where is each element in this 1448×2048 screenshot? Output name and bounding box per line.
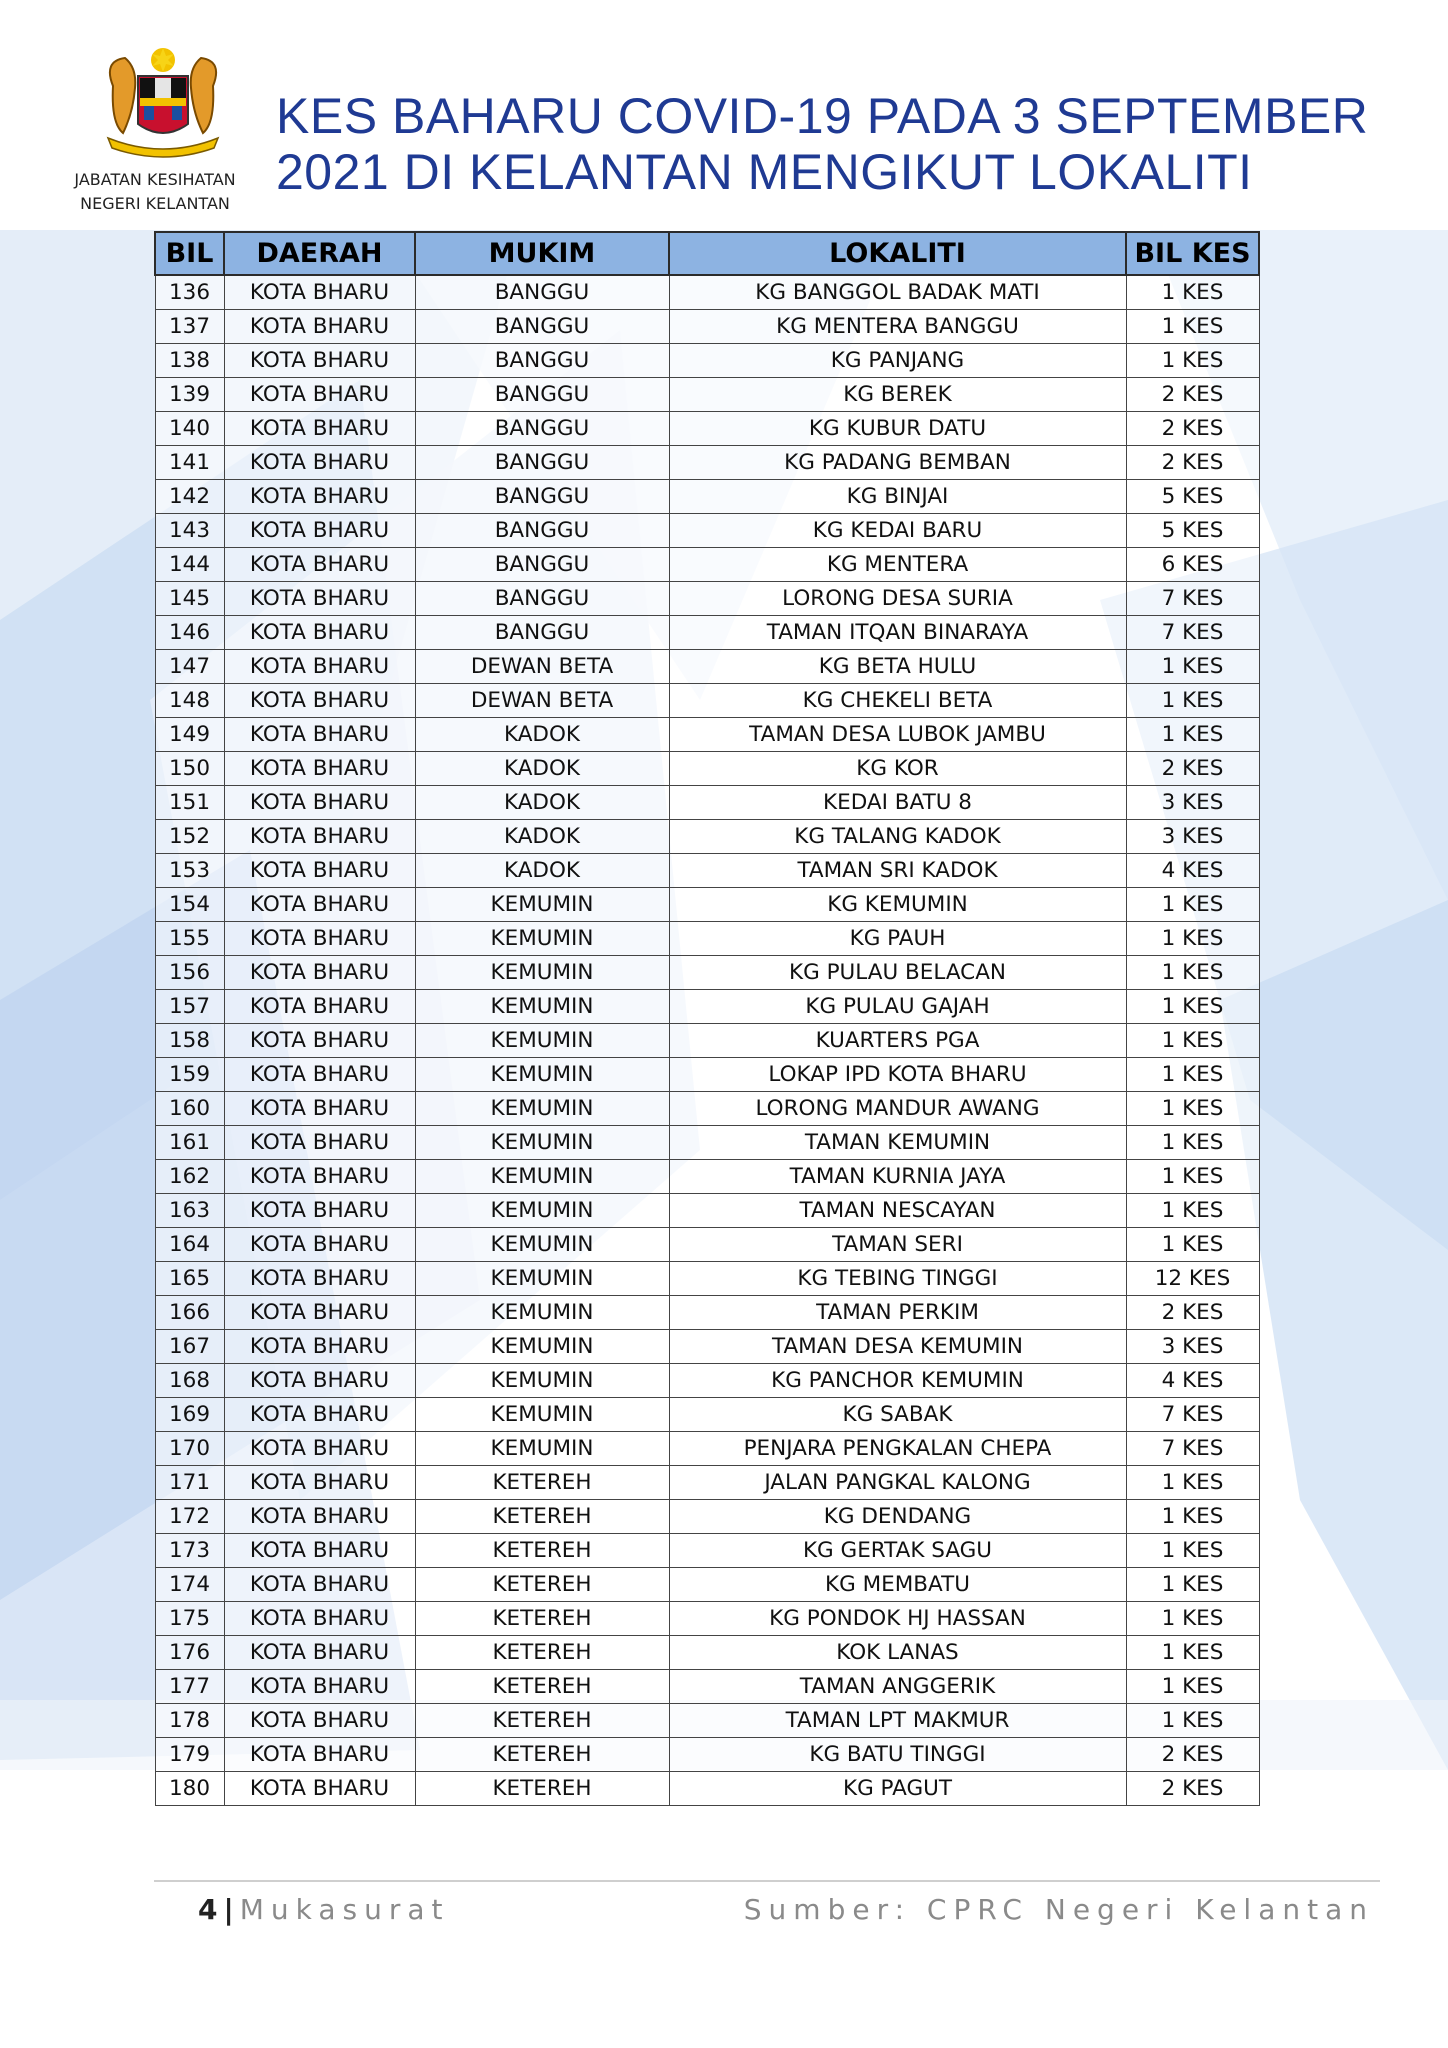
cell-mukim: BANGGU	[415, 514, 669, 548]
cell-lokaliti: TAMAN ANGGERIK	[669, 1670, 1126, 1704]
column-header-mukim: MUKIM	[415, 232, 669, 275]
cell-daerah: KOTA BHARU	[224, 344, 415, 378]
cell-lokaliti: LORONG DESA SURIA	[669, 582, 1126, 616]
cell-mukim: BANGGU	[415, 378, 669, 412]
cell-lokaliti: TAMAN LPT MAKMUR	[669, 1704, 1126, 1738]
cell-daerah: KOTA BHARU	[224, 412, 415, 446]
cell-daerah: KOTA BHARU	[224, 888, 415, 922]
cell-daerah: KOTA BHARU	[224, 1092, 415, 1126]
cell-daerah: KOTA BHARU	[224, 1296, 415, 1330]
table-row	[155, 1160, 1259, 1194]
cell-bil-kes: 1 KES	[1126, 1534, 1259, 1568]
cell-mukim: DEWAN BETA	[415, 684, 669, 718]
cell-mukim: KEMUMIN	[415, 1126, 669, 1160]
cell-lokaliti: KOK LANAS	[669, 1636, 1126, 1670]
cell-bil: 173	[155, 1534, 224, 1568]
cell-daerah: KOTA BHARU	[224, 514, 415, 548]
cell-bil-kes: 2 KES	[1126, 1296, 1259, 1330]
cell-daerah: KOTA BHARU	[224, 582, 415, 616]
cell-lokaliti: KG MEMBATU	[669, 1568, 1126, 1602]
cell-lokaliti: KG MENTERA BANGGU	[669, 310, 1126, 344]
cell-bil: 166	[155, 1296, 224, 1330]
cell-bil: 170	[155, 1432, 224, 1466]
page-label: Mukasurat	[239, 1893, 450, 1926]
cell-bil-kes: 1 KES	[1126, 922, 1259, 956]
table-row	[155, 1194, 1259, 1228]
column-header-bil-kes: BIL KES	[1126, 232, 1259, 275]
table-row	[155, 1534, 1259, 1568]
cell-bil-kes: 5 KES	[1126, 480, 1259, 514]
cell-lokaliti: PENJARA PENGKALAN CHEPA	[669, 1432, 1126, 1466]
table-row	[155, 922, 1259, 956]
cell-daerah: KOTA BHARU	[224, 786, 415, 820]
cell-daerah: KOTA BHARU	[224, 1738, 415, 1772]
cell-daerah: KOTA BHARU	[224, 275, 415, 310]
table-row	[155, 1228, 1259, 1262]
cell-lokaliti: KG PANJANG	[669, 344, 1126, 378]
cell-lokaliti: JALAN PANGKAL KALONG	[669, 1466, 1126, 1500]
cell-mukim: KEMUMIN	[415, 1262, 669, 1296]
table-row	[155, 378, 1259, 412]
cell-mukim: KETEREH	[415, 1534, 669, 1568]
cell-daerah: KOTA BHARU	[224, 1126, 415, 1160]
cell-bil: 151	[155, 786, 224, 820]
cell-mukim: KEMUMIN	[415, 1024, 669, 1058]
cell-lokaliti: KG TALANG KADOK	[669, 820, 1126, 854]
cell-lokaliti: KG PONDOK HJ HASSAN	[669, 1602, 1126, 1636]
cell-lokaliti: KG PAUH	[669, 922, 1126, 956]
cell-mukim: BANGGU	[415, 344, 669, 378]
cell-lokaliti: KG PAGUT	[669, 1772, 1126, 1806]
column-header-daerah: DAERAH	[224, 232, 415, 275]
cell-bil: 150	[155, 752, 224, 786]
cell-bil: 154	[155, 888, 224, 922]
cell-mukim: KEMUMIN	[415, 1330, 669, 1364]
table-row	[155, 1126, 1259, 1160]
cell-lokaliti: KG TEBING TINGGI	[669, 1262, 1126, 1296]
table-row	[155, 616, 1259, 650]
cell-bil: 147	[155, 650, 224, 684]
cell-daerah: KOTA BHARU	[224, 378, 415, 412]
table-row	[155, 752, 1259, 786]
table-row	[155, 1432, 1259, 1466]
cell-bil: 179	[155, 1738, 224, 1772]
table-row	[155, 650, 1259, 684]
cell-bil: 161	[155, 1126, 224, 1160]
table-row	[155, 684, 1259, 718]
cell-daerah: KOTA BHARU	[224, 1364, 415, 1398]
cell-bil: 140	[155, 412, 224, 446]
cell-bil: 141	[155, 446, 224, 480]
cell-daerah: KOTA BHARU	[224, 1024, 415, 1058]
table-row	[155, 1568, 1259, 1602]
cell-bil-kes: 2 KES	[1126, 752, 1259, 786]
cell-bil: 176	[155, 1636, 224, 1670]
cell-daerah: KOTA BHARU	[224, 1500, 415, 1534]
cell-mukim: DEWAN BETA	[415, 650, 669, 684]
table-row	[155, 1364, 1259, 1398]
cell-bil: 145	[155, 582, 224, 616]
cell-lokaliti: TAMAN NESCAYAN	[669, 1194, 1126, 1228]
cell-mukim: BANGGU	[415, 275, 669, 310]
cell-daerah: KOTA BHARU	[224, 1670, 415, 1704]
cell-mukim: KETEREH	[415, 1636, 669, 1670]
cell-bil-kes: 5 KES	[1126, 514, 1259, 548]
agency-name	[40, 168, 270, 216]
table-row	[155, 1262, 1259, 1296]
cell-daerah: KOTA BHARU	[224, 1398, 415, 1432]
table-row	[155, 786, 1259, 820]
cell-bil-kes: 6 KES	[1126, 548, 1259, 582]
cell-bil: 144	[155, 548, 224, 582]
table-row	[155, 1670, 1259, 1704]
table-row	[155, 820, 1259, 854]
cell-lokaliti: KG KEMUMIN	[669, 888, 1126, 922]
cell-lokaliti: KG PULAU BELACAN	[669, 956, 1126, 990]
cell-daerah: KOTA BHARU	[224, 718, 415, 752]
cell-mukim: KEMUMIN	[415, 1058, 669, 1092]
cell-lokaliti: KG BATU TINGGI	[669, 1738, 1126, 1772]
cell-bil: 169	[155, 1398, 224, 1432]
cell-bil-kes: 1 KES	[1126, 718, 1259, 752]
cell-bil-kes: 1 KES	[1126, 1670, 1259, 1704]
cell-mukim: KETEREH	[415, 1568, 669, 1602]
cell-bil-kes: 3 KES	[1126, 820, 1259, 854]
cell-bil: 136	[155, 275, 224, 310]
table-row	[155, 1330, 1259, 1364]
cell-bil-kes: 1 KES	[1126, 888, 1259, 922]
cell-bil-kes: 1 KES	[1126, 1126, 1259, 1160]
cell-daerah: KOTA BHARU	[224, 1262, 415, 1296]
cell-daerah: KOTA BHARU	[224, 752, 415, 786]
table-row	[155, 1058, 1259, 1092]
cell-bil: 143	[155, 514, 224, 548]
cell-bil: 163	[155, 1194, 224, 1228]
cell-bil-kes: 1 KES	[1126, 1058, 1259, 1092]
cell-lokaliti: KG PULAU GAJAH	[669, 990, 1126, 1024]
cell-lokaliti: KG SABAK	[669, 1398, 1126, 1432]
cell-mukim: BANGGU	[415, 480, 669, 514]
cell-mukim: KEMUMIN	[415, 1160, 669, 1194]
cell-bil: 172	[155, 1500, 224, 1534]
cell-lokaliti: KEDAI BATU 8	[669, 786, 1126, 820]
cell-mukim: KEMUMIN	[415, 888, 669, 922]
cell-lokaliti: KG KUBUR DATU	[669, 412, 1126, 446]
cell-bil: 139	[155, 378, 224, 412]
cell-daerah: KOTA BHARU	[224, 1704, 415, 1738]
cell-bil-kes: 1 KES	[1126, 1636, 1259, 1670]
cell-bil-kes: 7 KES	[1126, 582, 1259, 616]
cell-mukim: BANGGU	[415, 582, 669, 616]
cell-bil-kes: 1 KES	[1126, 344, 1259, 378]
cell-lokaliti: KG PADANG BEMBAN	[669, 446, 1126, 480]
cell-bil-kes: 3 KES	[1126, 786, 1259, 820]
table-row	[155, 956, 1259, 990]
cell-daerah: KOTA BHARU	[224, 1194, 415, 1228]
cell-bil-kes: 2 KES	[1126, 446, 1259, 480]
cell-daerah: KOTA BHARU	[224, 1330, 415, 1364]
cell-daerah: KOTA BHARU	[224, 1466, 415, 1500]
cell-bil: 146	[155, 616, 224, 650]
cell-mukim: KEMUMIN	[415, 1228, 669, 1262]
table-row	[155, 514, 1259, 548]
table-row	[155, 1602, 1259, 1636]
cell-daerah: KOTA BHARU	[224, 956, 415, 990]
cases-table	[154, 231, 1260, 1806]
cell-bil: 162	[155, 1160, 224, 1194]
cell-daerah: KOTA BHARU	[224, 1432, 415, 1466]
table-row	[155, 548, 1259, 582]
cell-bil: 138	[155, 344, 224, 378]
cell-bil: 137	[155, 310, 224, 344]
table-row	[155, 310, 1259, 344]
cell-bil: 164	[155, 1228, 224, 1262]
cell-daerah: KOTA BHARU	[224, 684, 415, 718]
cell-lokaliti: KG KOR	[669, 752, 1126, 786]
cell-lokaliti: KUARTERS PGA	[669, 1024, 1126, 1058]
cell-bil-kes: 7 KES	[1126, 616, 1259, 650]
cell-bil-kes: 2 KES	[1126, 378, 1259, 412]
cell-bil: 158	[155, 1024, 224, 1058]
cell-lokaliti: TAMAN DESA LUBOK JAMBU	[669, 718, 1126, 752]
cell-bil: 175	[155, 1602, 224, 1636]
table-row	[155, 854, 1259, 888]
cell-mukim: KADOK	[415, 820, 669, 854]
table-row	[155, 1636, 1259, 1670]
table-row	[155, 1296, 1259, 1330]
cell-bil: 180	[155, 1772, 224, 1806]
cell-mukim: KEMUMIN	[415, 1398, 669, 1432]
cell-lokaliti: LOKAP IPD KOTA BHARU	[669, 1058, 1126, 1092]
page-footer	[198, 1893, 450, 1926]
cell-mukim: KETEREH	[415, 1704, 669, 1738]
cell-mukim: KEMUMIN	[415, 1092, 669, 1126]
footer-separator: |	[223, 1893, 234, 1926]
cell-lokaliti: KG BEREK	[669, 378, 1126, 412]
cell-mukim: BANGGU	[415, 412, 669, 446]
cell-mukim: KEMUMIN	[415, 1296, 669, 1330]
cell-bil: 167	[155, 1330, 224, 1364]
cell-bil: 159	[155, 1058, 224, 1092]
cell-mukim: KETEREH	[415, 1738, 669, 1772]
cell-daerah: KOTA BHARU	[224, 1160, 415, 1194]
cell-bil: 152	[155, 820, 224, 854]
cell-lokaliti: TAMAN PERKIM	[669, 1296, 1126, 1330]
cell-daerah: KOTA BHARU	[224, 922, 415, 956]
cell-mukim: KETEREH	[415, 1772, 669, 1806]
footer-divider	[154, 1880, 1380, 1882]
source-note: Sumber: CPRC Negeri Kelantan	[743, 1893, 1374, 1926]
cell-bil-kes: 1 KES	[1126, 275, 1259, 310]
cell-bil: 142	[155, 480, 224, 514]
cell-mukim: KETEREH	[415, 1466, 669, 1500]
cell-mukim: KEMUMIN	[415, 1194, 669, 1228]
table-row	[155, 582, 1259, 616]
cell-bil-kes: 2 KES	[1126, 1738, 1259, 1772]
cell-bil-kes: 1 KES	[1126, 1568, 1259, 1602]
cell-bil: 157	[155, 990, 224, 1024]
table-row	[155, 344, 1259, 378]
cell-mukim: KADOK	[415, 854, 669, 888]
cell-mukim: KETEREH	[415, 1500, 669, 1534]
agency-line-1: JABATAN KESIHATAN	[74, 170, 236, 189]
cell-bil-kes: 1 KES	[1126, 684, 1259, 718]
cell-bil-kes: 1 KES	[1126, 1704, 1259, 1738]
table-row	[155, 275, 1259, 310]
cell-bil-kes: 2 KES	[1126, 1772, 1259, 1806]
cell-daerah: KOTA BHARU	[224, 1772, 415, 1806]
cell-daerah: KOTA BHARU	[224, 1228, 415, 1262]
cell-bil: 160	[155, 1092, 224, 1126]
cell-bil-kes: 4 KES	[1126, 1364, 1259, 1398]
title-line-1: KES BAHARU COVID-19 PADA 3 SEPTEMBER	[276, 88, 1369, 144]
cell-mukim: KEMUMIN	[415, 1364, 669, 1398]
cell-bil-kes: 1 KES	[1126, 990, 1259, 1024]
cell-daerah: KOTA BHARU	[224, 1602, 415, 1636]
cell-mukim: KEMUMIN	[415, 956, 669, 990]
coat-of-arms-logo	[78, 46, 248, 164]
cell-bil-kes: 1 KES	[1126, 1228, 1259, 1262]
cell-bil-kes: 1 KES	[1126, 1466, 1259, 1500]
cell-lokaliti: KG KEDAI BARU	[669, 514, 1126, 548]
cell-lokaliti: KG BETA HULU	[669, 650, 1126, 684]
cell-bil: 156	[155, 956, 224, 990]
cell-daerah: KOTA BHARU	[224, 1058, 415, 1092]
cell-daerah: KOTA BHARU	[224, 548, 415, 582]
cell-bil-kes: 2 KES	[1126, 412, 1259, 446]
cell-lokaliti: KG BINJAI	[669, 480, 1126, 514]
cell-bil-kes: 1 KES	[1126, 310, 1259, 344]
table-header-row	[155, 232, 1259, 275]
cell-bil: 177	[155, 1670, 224, 1704]
title-line-2: 2021 DI KELANTAN MENGIKUT LOKALITI	[276, 144, 1253, 200]
cell-lokaliti: KG PANCHOR KEMUMIN	[669, 1364, 1126, 1398]
cell-bil: 153	[155, 854, 224, 888]
cell-bil-kes: 1 KES	[1126, 650, 1259, 684]
table-row	[155, 1398, 1259, 1432]
cell-daerah: KOTA BHARU	[224, 446, 415, 480]
cell-daerah: KOTA BHARU	[224, 820, 415, 854]
cell-bil-kes: 1 KES	[1126, 956, 1259, 990]
cell-bil: 171	[155, 1466, 224, 1500]
cell-lokaliti: TAMAN SRI KADOK	[669, 854, 1126, 888]
cell-daerah: KOTA BHARU	[224, 990, 415, 1024]
cell-daerah: KOTA BHARU	[224, 1636, 415, 1670]
cell-mukim: KEMUMIN	[415, 990, 669, 1024]
cell-lokaliti: TAMAN ITQAN BINARAYA	[669, 616, 1126, 650]
table-row	[155, 1738, 1259, 1772]
cell-bil: 174	[155, 1568, 224, 1602]
cell-mukim: BANGGU	[415, 310, 669, 344]
table-row	[155, 446, 1259, 480]
cell-bil-kes: 12 KES	[1126, 1262, 1259, 1296]
cell-lokaliti: KG GERTAK SAGU	[669, 1534, 1126, 1568]
cell-bil-kes: 1 KES	[1126, 1602, 1259, 1636]
table-row	[155, 1024, 1259, 1058]
cell-bil-kes: 4 KES	[1126, 854, 1259, 888]
cell-daerah: KOTA BHARU	[224, 1534, 415, 1568]
table-row	[155, 990, 1259, 1024]
cell-mukim: BANGGU	[415, 446, 669, 480]
cell-daerah: KOTA BHARU	[224, 480, 415, 514]
cell-mukim: KETEREH	[415, 1670, 669, 1704]
cell-bil-kes: 1 KES	[1126, 1160, 1259, 1194]
cell-lokaliti: TAMAN DESA KEMUMIN	[669, 1330, 1126, 1364]
cell-bil-kes: 1 KES	[1126, 1500, 1259, 1534]
cell-lokaliti: TAMAN KURNIA JAYA	[669, 1160, 1126, 1194]
table-row	[155, 718, 1259, 752]
page-title	[276, 88, 1396, 200]
column-header-lokaliti: LOKALITI	[669, 232, 1126, 275]
cell-mukim: KADOK	[415, 786, 669, 820]
cell-daerah: KOTA BHARU	[224, 1568, 415, 1602]
cell-lokaliti: KG CHEKELI BETA	[669, 684, 1126, 718]
cell-bil-kes: 7 KES	[1126, 1398, 1259, 1432]
table-row	[155, 1092, 1259, 1126]
agency-line-2: NEGERI KELANTAN	[80, 194, 230, 213]
cell-mukim: BANGGU	[415, 548, 669, 582]
cell-mukim: KETEREH	[415, 1602, 669, 1636]
cell-lokaliti: KG BANGGOL BADAK MATI	[669, 275, 1126, 310]
cell-bil-kes: 1 KES	[1126, 1024, 1259, 1058]
cell-bil-kes: 3 KES	[1126, 1330, 1259, 1364]
cell-mukim: KADOK	[415, 718, 669, 752]
cell-bil: 149	[155, 718, 224, 752]
cell-bil-kes: 1 KES	[1126, 1092, 1259, 1126]
cell-daerah: KOTA BHARU	[224, 650, 415, 684]
cell-bil: 148	[155, 684, 224, 718]
cell-lokaliti: KG DENDANG	[669, 1500, 1126, 1534]
cell-bil: 155	[155, 922, 224, 956]
cell-lokaliti: LORONG MANDUR AWANG	[669, 1092, 1126, 1126]
table-row	[155, 480, 1259, 514]
cell-lokaliti: KG MENTERA	[669, 548, 1126, 582]
cell-mukim: KEMUMIN	[415, 922, 669, 956]
table-row	[155, 1772, 1259, 1806]
table-row	[155, 888, 1259, 922]
cell-daerah: KOTA BHARU	[224, 616, 415, 650]
cell-bil: 168	[155, 1364, 224, 1398]
cell-mukim: KEMUMIN	[415, 1432, 669, 1466]
cell-lokaliti: TAMAN KEMUMIN	[669, 1126, 1126, 1160]
table-row	[155, 412, 1259, 446]
cell-bil-kes: 7 KES	[1126, 1432, 1259, 1466]
cell-daerah: KOTA BHARU	[224, 310, 415, 344]
cell-bil-kes: 1 KES	[1126, 1194, 1259, 1228]
cell-daerah: KOTA BHARU	[224, 854, 415, 888]
table-row	[155, 1466, 1259, 1500]
table-row	[155, 1704, 1259, 1738]
table-row	[155, 1500, 1259, 1534]
cell-lokaliti: TAMAN SERI	[669, 1228, 1126, 1262]
cell-bil: 178	[155, 1704, 224, 1738]
column-header-bil: BIL	[155, 232, 224, 275]
page-number: 4	[198, 1893, 218, 1926]
cell-mukim: BANGGU	[415, 616, 669, 650]
cell-mukim: KADOK	[415, 752, 669, 786]
cell-bil: 165	[155, 1262, 224, 1296]
